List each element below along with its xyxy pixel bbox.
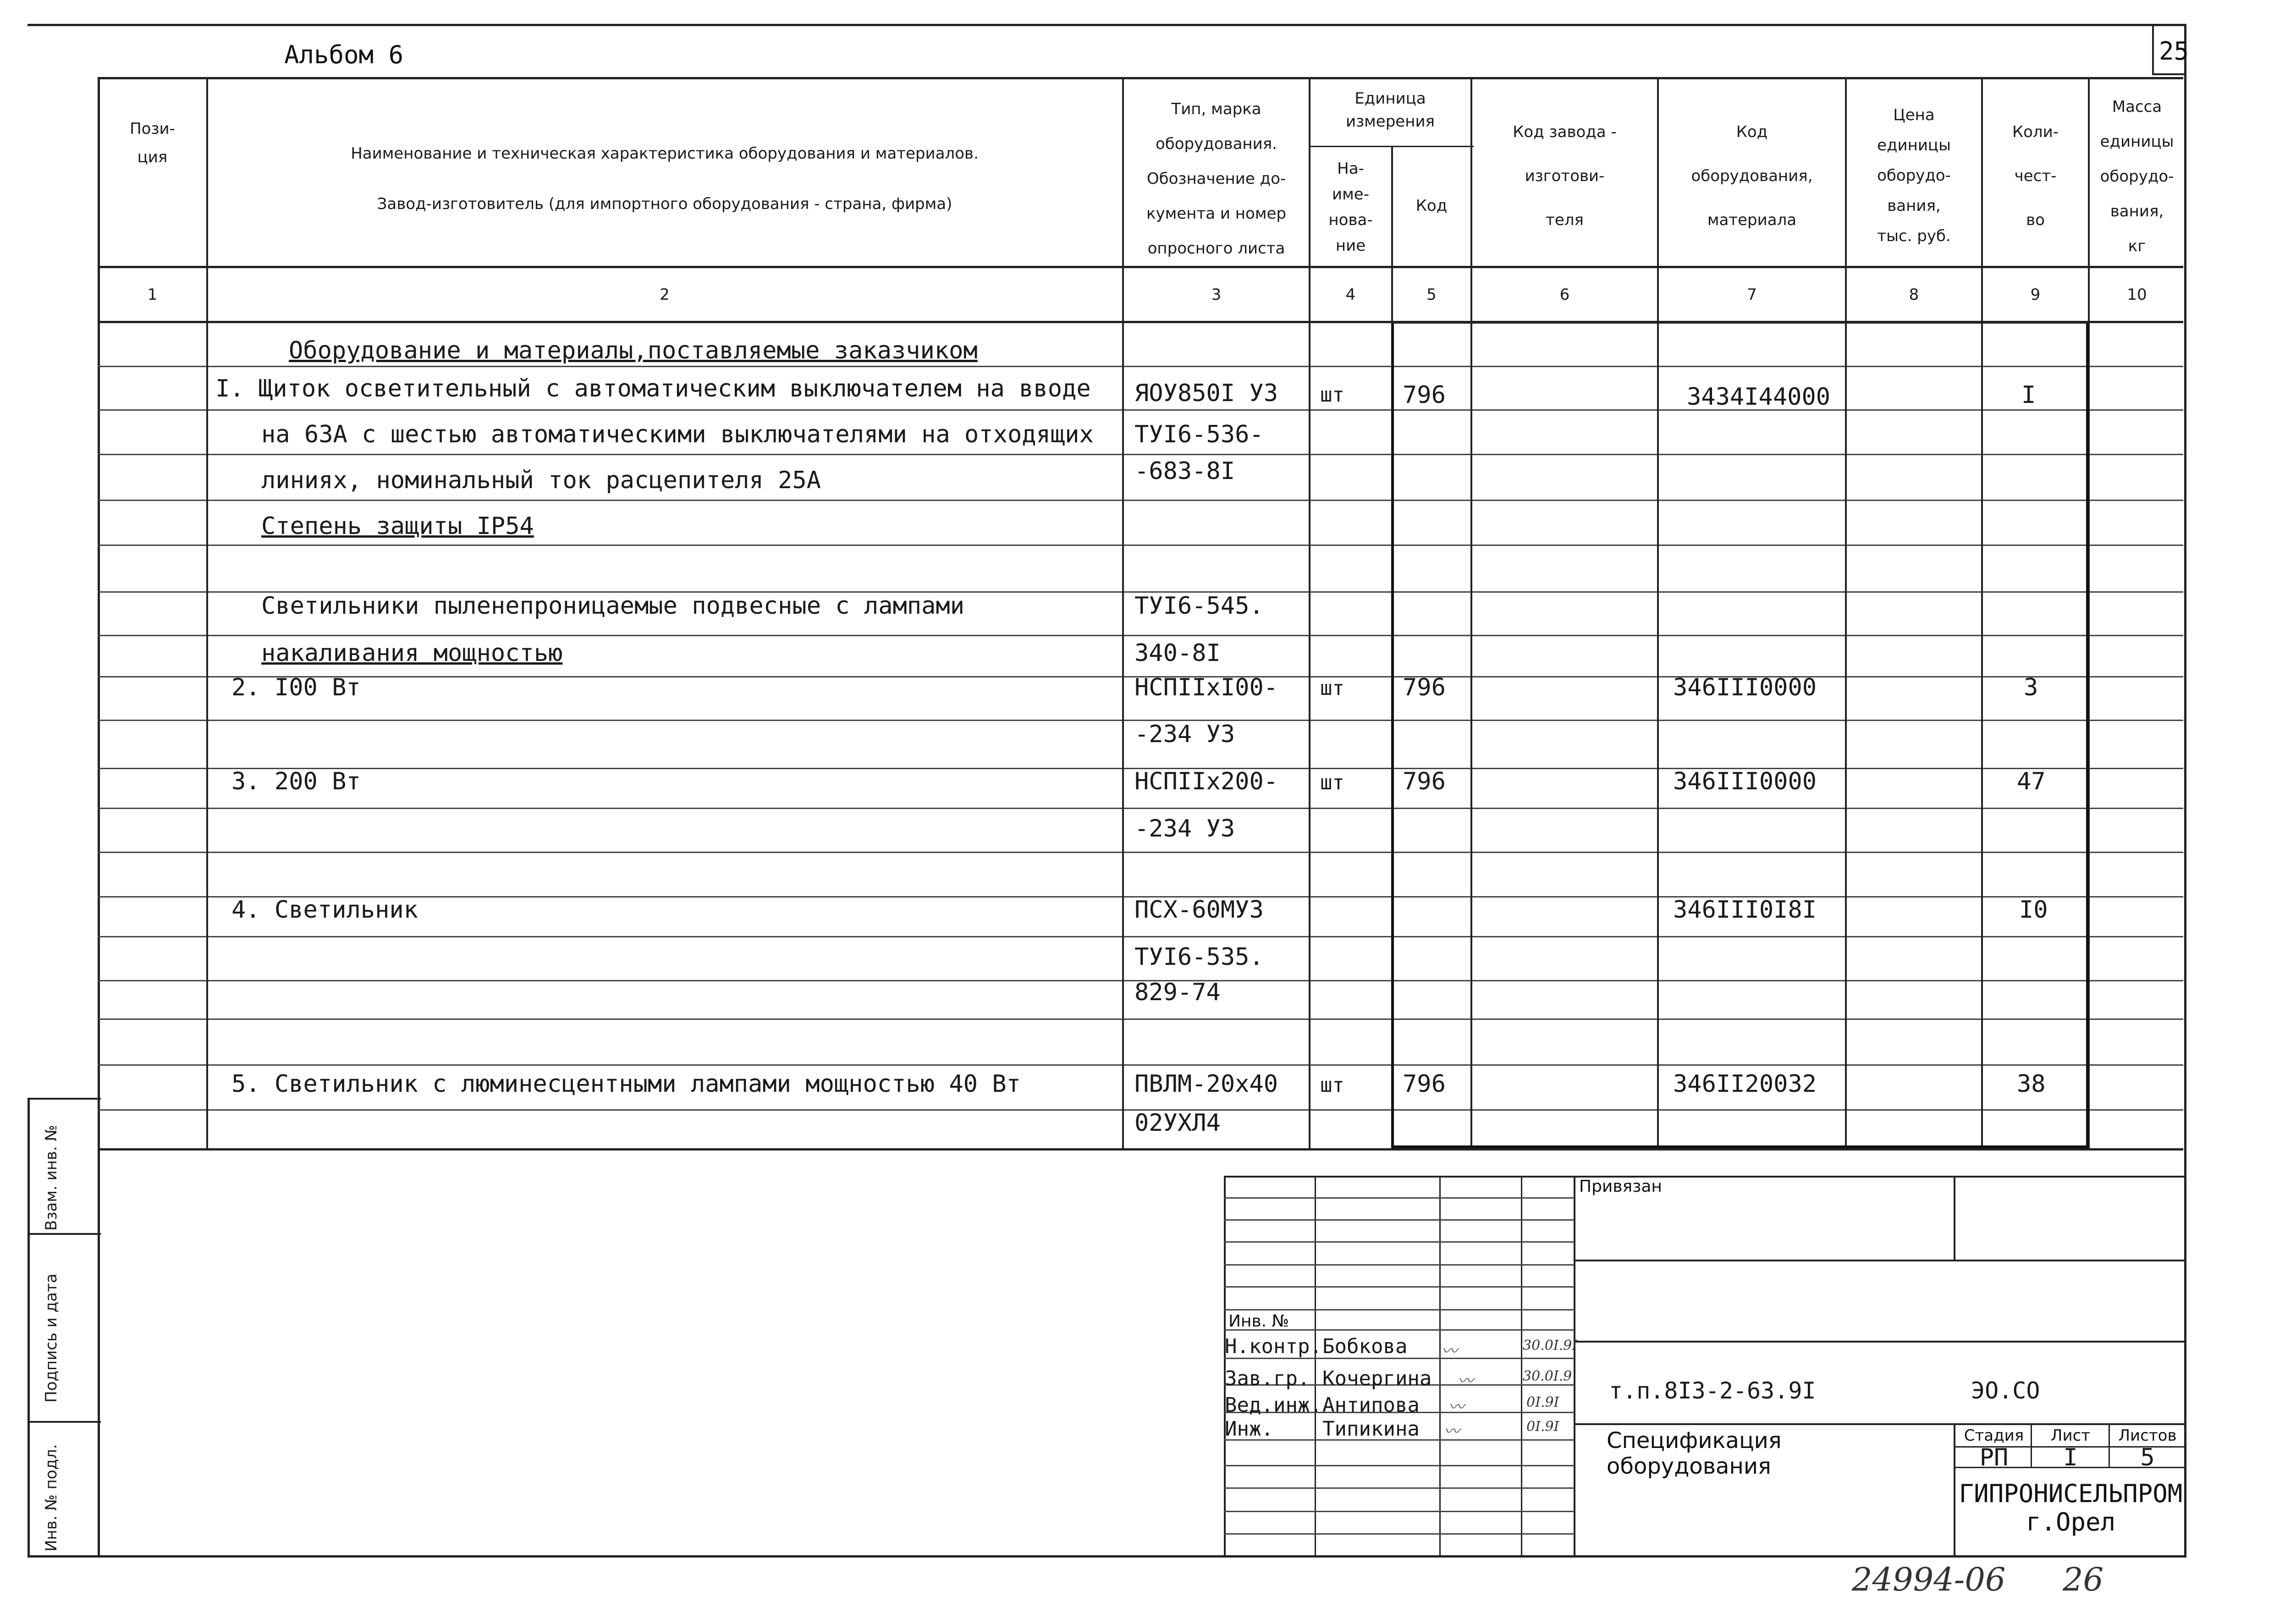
header-text: вания,	[2110, 202, 2164, 220]
stamp-line	[1574, 1423, 2186, 1425]
col-number: 8	[1909, 286, 1919, 304]
section-title: Оборудование и материалы,поставляемые заказчиком	[289, 337, 978, 364]
row-text: Степень защиты IP54	[261, 512, 534, 540]
row-type: ПВЛМ-20х40	[1134, 1070, 1278, 1098]
stamp-name: Бобкова	[1322, 1335, 1408, 1358]
header-text: опросного листа	[1147, 239, 1285, 258]
header-text: единицы	[1877, 136, 1951, 154]
col-number: 1	[147, 286, 158, 304]
stamp-date: 30.0I.9I	[1523, 1338, 1578, 1354]
header-text: оборудования,	[1691, 167, 1813, 185]
row-equip-code: 3434I44000	[1687, 383, 1831, 411]
row-equip-code: 346III0000	[1673, 674, 1817, 701]
header-bottom-line	[98, 266, 2183, 268]
table-bottom-line	[98, 1148, 2183, 1151]
row-type: -234 У3	[1134, 815, 1235, 842]
page-number-box-line	[2152, 24, 2154, 74]
table-top-line	[98, 77, 2183, 79]
header-text: оборудо-	[2100, 167, 2174, 186]
row-text: 4. Светильник	[231, 896, 418, 924]
row-unit: шт	[1320, 771, 1344, 794]
header-text: Цена	[1893, 106, 1935, 124]
row-qty: 47	[2017, 768, 2046, 795]
stamp-row-line	[1224, 1286, 1575, 1288]
header-text: вания,	[1887, 197, 1941, 215]
side-strip-line	[28, 1421, 101, 1423]
header-text: Обозначение до-	[1146, 170, 1286, 188]
col-number: 10	[2127, 286, 2147, 304]
page-number: 25	[2159, 37, 2189, 66]
header-text: Код завода -	[1513, 123, 1617, 141]
header-text: Коли-	[2012, 123, 2059, 141]
bold-frame-top	[1391, 321, 2089, 324]
row-text: I. Щиток осветительный с автоматическим выключателем на вводе	[215, 375, 1091, 402]
col-number: 3	[1211, 286, 1222, 304]
row-qty: 38	[2017, 1070, 2046, 1098]
stamp-row-line	[1224, 1511, 1575, 1512]
stamp-row-line	[1224, 1533, 1575, 1535]
stamp-title-line: Спецификация	[1607, 1428, 1782, 1453]
header-text: ция	[137, 148, 168, 166]
header-text: Масса	[2112, 98, 2162, 116]
side-label-podpis: Подпись и дата	[42, 1273, 61, 1403]
side-strip-line	[28, 1098, 101, 1100]
header-type	[1124, 92, 1309, 266]
header-text: Пози-	[130, 120, 175, 138]
row-type: 340-8I	[1134, 639, 1221, 667]
stamp-line	[1574, 1260, 2186, 1261]
stamp-line	[1315, 1176, 1316, 1556]
row-unit: шт	[1320, 383, 1344, 407]
header-equip-code	[1659, 110, 1845, 242]
header-unit-name	[1310, 156, 1391, 259]
right-border-line	[2184, 24, 2186, 1557]
row-code: 796	[1403, 1070, 1446, 1098]
row-text: 3. 200 Вт	[231, 768, 361, 795]
row-equip-code: 346III0I8I	[1673, 896, 1817, 924]
stamp-org-name: ГИПРОНИСЕЛЬПРОМ	[1959, 1479, 2183, 1508]
page-number-box-line	[2152, 73, 2186, 75]
row-text: линиях, номинальный ток расцепителя 25А	[261, 467, 821, 494]
stamp-line	[1574, 1176, 1575, 1556]
stamp-title	[1607, 1428, 1782, 1479]
stamp-sheets-label: Листов	[2118, 1426, 2177, 1445]
stamp-org	[1957, 1480, 2184, 1536]
header-text: кг	[2128, 237, 2146, 255]
col-number: 7	[1747, 286, 1757, 304]
header-text: Единица	[1354, 89, 1426, 108]
stamp-row-line	[1224, 1219, 1575, 1221]
row-qty: 3	[2024, 674, 2038, 701]
header-text: оборудования.	[1155, 135, 1277, 153]
row-text: Светильники пыленепроницаемые подвесные с лампами	[261, 592, 965, 620]
col-line	[206, 78, 208, 1150]
signature-3: 〰	[1448, 1398, 1464, 1416]
album-label: Альбом 6	[284, 40, 404, 69]
header-unit	[1310, 87, 1470, 133]
stamp-date: 30.0I.9	[1523, 1368, 1572, 1384]
stamp-privyazan: Привязан	[1579, 1177, 1662, 1196]
header-text: чест-	[2014, 167, 2057, 185]
stamp-line	[1521, 1176, 1522, 1556]
stamp-line	[2109, 1423, 2110, 1467]
side-strip-outer-line	[28, 1098, 30, 1556]
row-text: 5. Светильник с люминесцентными лампами мощностью 40 Вт	[231, 1070, 1021, 1098]
stamp-line	[1954, 1423, 1955, 1556]
stamp-sheet-label: Лист	[2050, 1426, 2091, 1445]
stamp-row-line	[1224, 1197, 1575, 1199]
stamp-sheets: 5	[2140, 1444, 2155, 1471]
stamp-date: 0I.9I	[1526, 1394, 1559, 1410]
header-price	[1847, 100, 1981, 251]
stamp-inv-no: Инв. №	[1228, 1312, 1289, 1331]
footer-archive-number: 24994-06	[1852, 1561, 2006, 1598]
header-text: единицы	[2100, 132, 2174, 151]
header-position	[99, 115, 206, 171]
stamp-doc-code: т.п.8I3-2-63.9I	[1609, 1377, 1816, 1404]
row-type: ЯОУ850I У3	[1134, 380, 1278, 407]
header-text: Код	[1736, 123, 1768, 141]
header-text: кумента и номер	[1146, 204, 1286, 223]
header-text: ние	[1335, 237, 1366, 255]
header-unit-code: Код	[1415, 197, 1448, 215]
row-code: 796	[1403, 381, 1446, 409]
stamp-row-line	[1224, 1487, 1575, 1489]
stamp-line	[1954, 1176, 1955, 1261]
header-text: име-	[1332, 185, 1369, 204]
side-label-vzam: Взам. инв. №	[42, 1125, 61, 1231]
signature-4: 〰	[1444, 1422, 1459, 1441]
header-mass	[2090, 89, 2184, 264]
header-text: материала	[1707, 211, 1797, 229]
row-unit: шт	[1320, 1073, 1344, 1097]
col-number: 4	[1345, 286, 1356, 304]
row-qty: I0	[2019, 896, 2048, 924]
row-type: НСПIIх200-	[1134, 768, 1278, 795]
bottom-border-line	[28, 1555, 2186, 1558]
stamp-role: Зав.гр.	[1225, 1367, 1310, 1390]
row-text: накаливания мощностью	[261, 639, 563, 667]
stamp-date: 0I.9I	[1526, 1419, 1559, 1435]
col-number: 9	[2030, 286, 2041, 304]
stamp-row-line	[1224, 1309, 1575, 1310]
stamp-row-line	[1224, 1264, 1575, 1266]
row-type: -234 У3	[1134, 721, 1235, 748]
stamp-name: Антипова	[1322, 1393, 1420, 1417]
stamp-role: Инж.	[1225, 1417, 1273, 1441]
stamp-org-city: г.Орел	[2026, 1508, 2116, 1536]
header-text: во	[2026, 211, 2045, 229]
header-text: Тип, марка	[1171, 100, 1261, 118]
header-text: нова-	[1328, 211, 1373, 229]
row-unit: шт	[1320, 677, 1344, 700]
header-text: измерения	[1345, 112, 1435, 131]
stamp-name: Типикина	[1322, 1417, 1420, 1441]
stamp-stage: РП	[1979, 1444, 2009, 1471]
row-qty: I	[2021, 381, 2036, 409]
stamp-stage-label: Стадия	[1964, 1426, 2024, 1445]
row-equip-code: 346II20032	[1673, 1070, 1817, 1098]
row-equip-code: 346III0000	[1673, 768, 1817, 795]
header-text: изготови-	[1525, 167, 1605, 185]
row-type: ТУI6-535.	[1134, 943, 1264, 971]
footer-page: 26	[2063, 1561, 2104, 1598]
row-type: ТУI6-536-	[1134, 421, 1264, 448]
side-label-inv: Инв. № подл.	[42, 1444, 61, 1552]
row-type: ТУI6-545.	[1134, 592, 1264, 620]
row-text: 2. I00 Вт	[231, 674, 361, 701]
bold-frame	[1391, 323, 2089, 1148]
stamp-line	[1574, 1341, 2186, 1343]
col-number: 6	[1559, 286, 1570, 304]
signature-2: 〰	[1458, 1372, 1473, 1390]
top-border-line	[28, 24, 2186, 26]
header-text: На-	[1337, 160, 1364, 178]
stamp-line	[2031, 1423, 2032, 1467]
header-text: тыс. руб.	[1877, 227, 1951, 245]
header-text: теля	[1546, 211, 1584, 229]
stamp-line	[1439, 1176, 1441, 1556]
stamp-row-line	[1224, 1241, 1575, 1243]
row-type: -683-8I	[1134, 457, 1235, 485]
col-number: 2	[660, 286, 670, 304]
stamp-row-line	[1224, 1465, 1575, 1466]
header-qty	[1983, 110, 2088, 242]
row-code: 796	[1403, 674, 1446, 701]
header-text: оборудо-	[1877, 166, 1951, 185]
stamp-role: Вед.инж.	[1225, 1393, 1322, 1417]
row-type: НСПIIхI00-	[1134, 674, 1278, 701]
row-code: 796	[1403, 768, 1446, 795]
side-strip-line	[28, 1233, 101, 1235]
header-text: Наименование и техническая характеристика оборудования и материалов.	[351, 144, 979, 163]
stamp-left-line	[1224, 1176, 1226, 1556]
stamp-name: Кочергина	[1322, 1367, 1432, 1390]
row-type: 02УХЛ4	[1134, 1109, 1221, 1137]
row-text: на 63А с шестью автоматическими выключателями на отходящих	[261, 421, 1094, 448]
row-type: 829-74	[1134, 979, 1221, 1006]
stamp-role: Н.контр.	[1225, 1335, 1322, 1358]
header-name	[209, 128, 1121, 229]
col-number: 5	[1426, 286, 1437, 304]
stamp-top-line	[1224, 1176, 2186, 1178]
stamp-sheet: I	[2063, 1444, 2078, 1471]
signature-1: 〰	[1442, 1342, 1457, 1360]
stamp-title-line: оборудования	[1607, 1453, 1771, 1479]
header-text: Завод-изготовитель (для импортного оборудования - страна, фирма)	[377, 195, 953, 213]
header-plant-code	[1472, 110, 1657, 242]
stamp-sheet-code: ЭО.СО	[1971, 1377, 2040, 1404]
row-type: ПСХ-60МУ3	[1134, 896, 1264, 924]
